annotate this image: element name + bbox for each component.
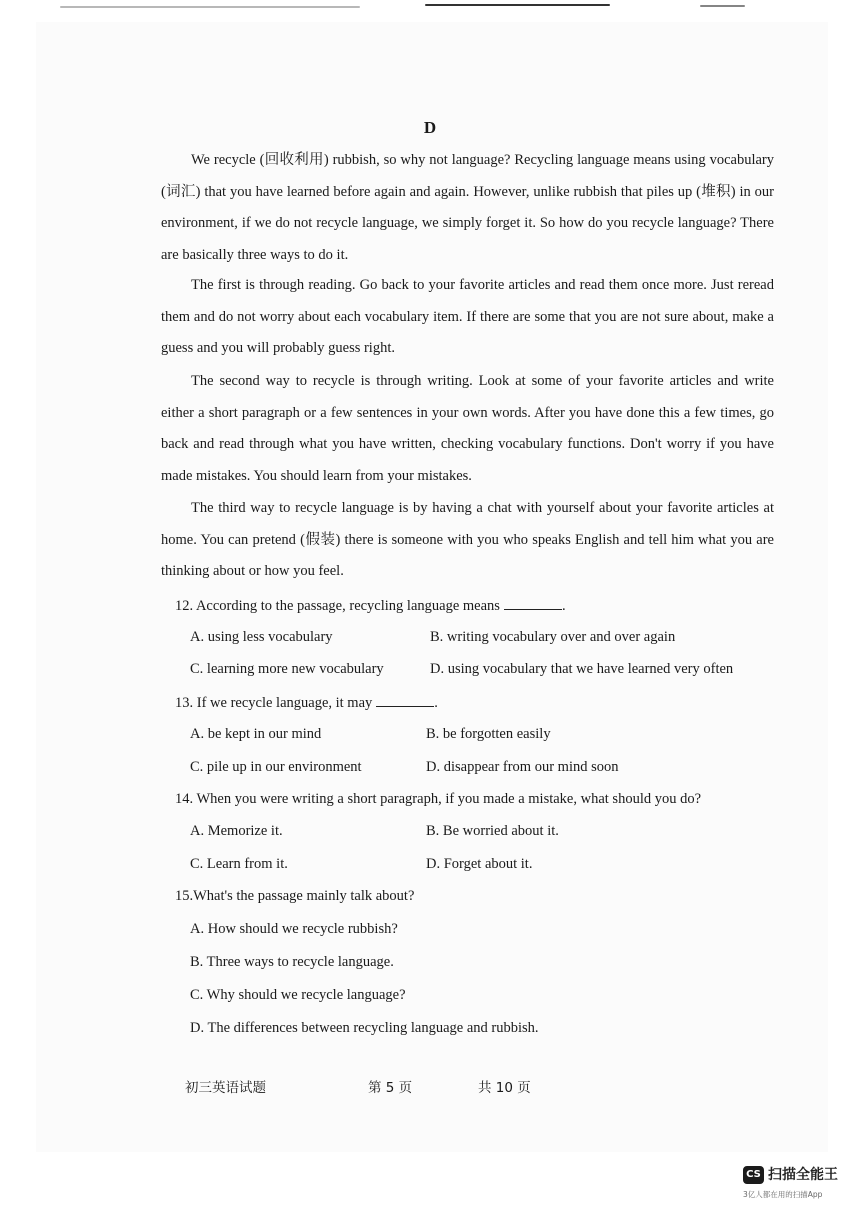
option-12-a: A. using less vocabulary xyxy=(190,629,333,645)
option-13-c: C. pile up in our environment xyxy=(190,759,362,775)
option-13-a: A. be kept in our mind xyxy=(190,726,322,742)
option-14-c: C. Learn from it. xyxy=(190,856,288,872)
question-stem: 15.What's the passage mainly talk about? xyxy=(175,888,415,904)
option-15-c: C. Why should we recycle language? xyxy=(190,987,406,1003)
question-stem: 13. If we recycle language, it may xyxy=(175,695,373,711)
question-13: 13. If we recycle language, it may . xyxy=(175,695,438,711)
scan-edge-line xyxy=(60,6,360,8)
option-12-d: D. using vocabulary that we have learned very often xyxy=(430,661,734,677)
answer-blank xyxy=(376,694,434,707)
option-14-d: D. Forget about it. xyxy=(426,856,533,872)
answer-blank xyxy=(504,597,562,610)
footer-subject: 初三英语试题 xyxy=(185,1080,266,1096)
question-14 xyxy=(175,791,701,808)
question-stem: 14. When you were writing a short paragraph, if you made a mistake, what should you do? xyxy=(175,791,702,807)
option-14-b: B. Be worried about it. xyxy=(426,823,559,839)
scan-edge-line xyxy=(700,5,745,7)
watermark-tagline: 3亿人都在用的扫描App xyxy=(743,1190,823,1199)
question-15 xyxy=(175,888,414,905)
footer-total-pages: 共 10 页 xyxy=(478,1080,531,1096)
option-14-a: A. Memorize it. xyxy=(190,823,283,839)
option-12-b: B. writing vocabulary over and over again xyxy=(430,629,676,645)
camscanner-logo-icon: CS xyxy=(743,1166,764,1184)
option-15-d: D. The differences between recycling language and rubbish. xyxy=(190,1020,539,1036)
passage-paragraph-2: The first is through reading. Go back to your favorite articles and read them once more. Just reread them and do not worry about each vocabulary item. If there are some that you are not sure about, make a guess and you will probably guess right. xyxy=(161,277,774,357)
question-12: 12. According to the passage, recycling language means . xyxy=(175,598,566,614)
passage-paragraph-1: We recycle (回收利用) rubbish, so why not language? Recycling language means using vocabulary (词汇) that you have learned before again and again. However, unlike rubbish that piles up (堆积) in our environment, if we do not recycle language, we simply forget it. So how do you recycle language? There are basically three ways to do it. xyxy=(161,152,774,263)
question-stem: 12. According to the passage, recycling language means xyxy=(175,598,500,614)
footer-page-number: 第 5 页 xyxy=(368,1080,413,1096)
option-13-d: D. disappear from our mind soon xyxy=(426,759,619,775)
option-13-b: B. be forgotten easily xyxy=(426,726,551,742)
watermark-app-name: 扫描全能王 xyxy=(768,1167,838,1183)
passage-paragraph-3: The second way to recycle is through writing. Look at some of your favorite articles and write either a short paragraph or a few sentences in your own words. After you have done this a few times, go back and read through what you have written, checking vocabulary functions. Don't worry if you have made mistakes. You should learn from your mistakes. xyxy=(161,373,774,484)
option-15-a: A. How should we recycle rubbish? xyxy=(190,921,398,937)
scan-edge-line xyxy=(425,4,610,6)
passage-paragraph-4: The third way to recycle language is by having a chat with yourself about your favorite articles at home. You can pretend (假装) there is someone with you who speaks English and tell him what you are thinking about or how you feel. xyxy=(161,500,774,580)
scanner-watermark xyxy=(743,1166,843,1206)
option-15-b: B. Three ways to recycle language. xyxy=(190,954,394,970)
option-12-c: C. learning more new vocabulary xyxy=(190,661,384,677)
section-title: D xyxy=(423,118,437,137)
